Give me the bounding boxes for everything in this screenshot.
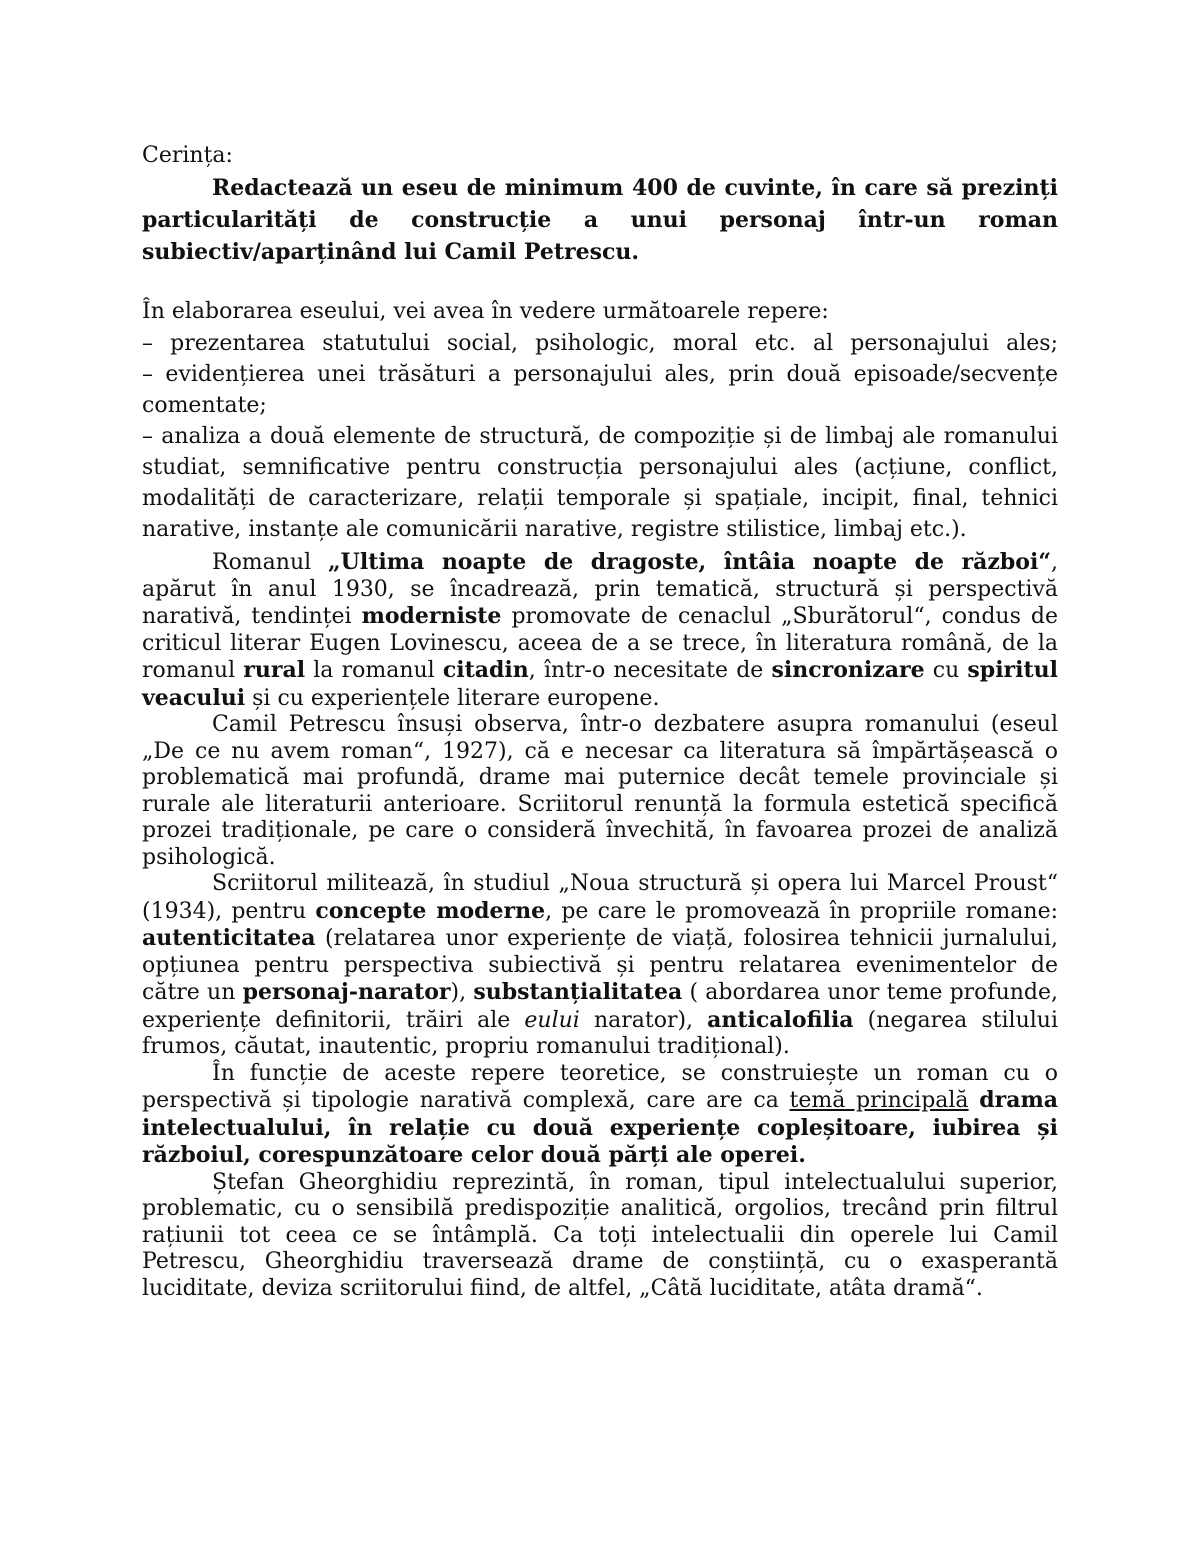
text-run: În funcție de aceste repere teoretice, se construiește un roman cu o perspectivă și tipologie narativă complexă, care are ca bbox=[142, 1060, 1058, 1113]
bold-term: citadin bbox=[442, 657, 529, 683]
text-run: (negarea stilului frumos, căutat, inautentic, propriu romanului tradițional). bbox=[142, 1007, 1058, 1059]
essay-body bbox=[142, 549, 1058, 1302]
guidelines-list bbox=[142, 328, 1058, 545]
text-run: ), bbox=[450, 980, 474, 1005]
document-page bbox=[142, 140, 1058, 1302]
text-run: la romanul bbox=[305, 658, 443, 683]
novel-title: „Ultima noapte de dragoste, întâia noapte de război“ bbox=[328, 549, 1051, 575]
text-run: , apărut în anul 1930, se încadrează, prin tematică, structură și perspectivă narativă, tendinței bbox=[142, 550, 1058, 629]
essay-paragraph-2: Camil Petrescu însuși observa, într-o dezbatere asupra romanului (eseul „De ce nu avem roman“, 1927), că e necesar ca literatura să împărtășească o problematică mai profundă, drame mai puternice decât temele provinciale și rurale ale literaturii anterioare. Scriitorul renunță la formula estetică specifică prozei tradiționale, pe care o consideră învechită, în favoarea prozei de analiză psihologică. bbox=[142, 712, 1058, 870]
text-run bbox=[969, 1088, 980, 1113]
bold-term: sincronizare bbox=[771, 657, 925, 683]
bold-term: moderniste bbox=[361, 603, 502, 629]
bold-term: autenticitatea bbox=[142, 925, 316, 951]
guidelines-intro: În elaborarea eseului, vei avea în vedere următoarele repere: bbox=[142, 299, 829, 324]
underlined-term: temă principală bbox=[789, 1088, 969, 1113]
bold-term: substanțialitatea bbox=[473, 979, 683, 1005]
text-run: cu bbox=[924, 658, 968, 683]
text-run: (relatarea unor experiențe de viață, folosirea tehnicii jurnalului, opțiunea pentru perspectiva subiectivă și pentru relatarea evenimentelor de către un bbox=[142, 926, 1058, 1005]
text-run: Scriitorul militează, în studiul „Noua structură și opera lui Marcel Proust“ (1934), pentru bbox=[142, 871, 1058, 924]
task-statement: Redactează un eseu de minimum 400 de cuvinte, în care să prezinți particularități de construcție a unui personaj într-un roman subiectiv/aparținând lui Camil Petrescu. bbox=[142, 175, 1058, 265]
guideline-item: – prezentarea statutului social, psihologic, moral etc. al personajului ales; bbox=[142, 331, 1058, 356]
text-run: promovate de cenaclul „Sburătorul“, condus de criticul literar Eugen Lovinescu, aceea de a se trece, în literatura română, de la romanul bbox=[142, 604, 1058, 683]
text-run: ( abordarea unor teme profunde, experiențe definitorii, trăiri ale bbox=[142, 980, 1059, 1033]
essay-paragraph-5: Ștefan Gheorghidiu reprezintă, în roman, tipul intelectualului superior, problematic, cu o sensibilă predispoziție analitică, orgolios, trecând prin filtrul rațiunii tot ceea ce se întâmplă. Ca toți intelectualii din operele lui Camil Petrescu, Gheorghidiu traversează drame de conștiință, cu o exasperantă luciditate, deviza scriitorului fiind, de altfel, „Câtă luciditate, atâta dramă“. bbox=[142, 1169, 1058, 1301]
text-run: narator), bbox=[579, 1007, 708, 1033]
italic-term: eului bbox=[524, 1007, 580, 1033]
guideline-item: – evidențierea unei trăsături a personajului ales, prin două episoade/secvențe comentate; bbox=[142, 362, 1058, 418]
text-run: Romanul bbox=[212, 550, 329, 575]
text-run: , într-o necesitate de bbox=[528, 658, 772, 683]
text-run: și cu experiențele literare europene. bbox=[245, 685, 660, 711]
essay-paragraph-4 bbox=[142, 1061, 1058, 1170]
bold-term: anticalofilia bbox=[707, 1006, 854, 1033]
guideline-item: – analiza a două elemente de structură, de compoziție și de limbaj ale romanului studiat, semnificative pentru construcția personajului ales (acțiune, conflict, modalități de caracterizare, relații temporale și spațiale, incipit, final, tehnici narative, instanțe ale comunicării narative, registre stilistice, limbaj etc.). bbox=[142, 424, 1058, 542]
essay-paragraph-1 bbox=[142, 549, 1058, 712]
bold-theme: drama intelectualului, în relație cu două experiențe copleșitoare, iubirea și războiul, corespunzătoare celor două părți ale operei. bbox=[142, 1087, 1058, 1168]
bold-term: spiritul veacului bbox=[142, 657, 1059, 711]
text-run: , pe care le promovează în propriile romane: bbox=[545, 898, 1059, 924]
requirement-label: Cerința: bbox=[142, 143, 233, 168]
bold-term: personaj-narator bbox=[242, 979, 451, 1005]
essay-paragraph-3 bbox=[142, 871, 1058, 1061]
bold-term: rural bbox=[243, 657, 306, 683]
bold-term: concepte moderne bbox=[315, 897, 546, 924]
